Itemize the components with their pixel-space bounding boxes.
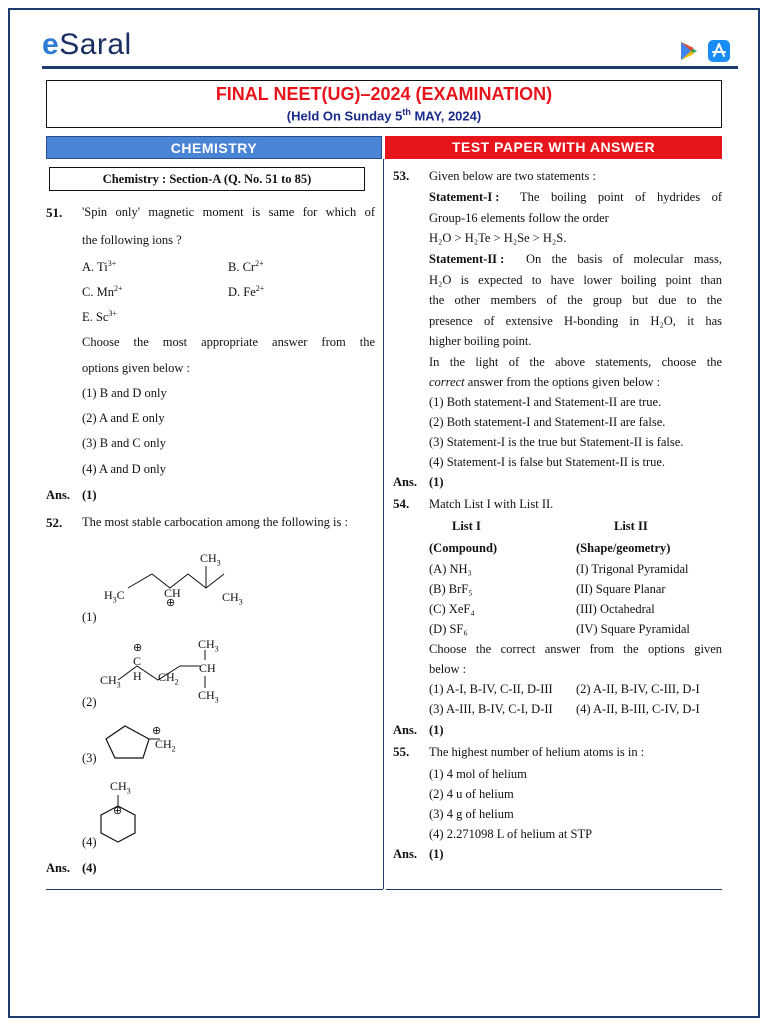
s2-ch3-bottom: $CH_3$ [198,688,219,705]
q53-statement-1-line1: Statement-I : The boiling point of hydrides of [429,190,722,204]
exam-subtitle: (Held On Sunday 5th MAY, 2024) [286,107,482,124]
q53-statement-2-line5: higher boiling point. [429,334,532,348]
q51-answer-option-1: (1) B and D only [82,386,167,400]
q52-number: 52. [46,515,63,530]
s1-plus: ⊕ [166,597,176,609]
logo-text: Saral [59,28,132,61]
q54-list2-head: List II [614,519,648,533]
s2-ch3-top: $CH_3$ [198,637,219,654]
section-label: Chemistry : Section-A (Q. No. 51 to 85) [49,167,365,191]
q51-number: 51. [46,205,63,220]
s1-h3c: $H_3C$ [104,588,125,605]
q51-answer-label: Ans. [46,488,70,502]
q51-choose-line2: options given below : [82,361,190,375]
q52-answer-value: (4) [82,861,97,875]
subject-bar: CHEMISTRY [46,136,382,159]
q52-answer-label: Ans. [46,861,70,875]
q53-statement-2-line4: presence of extensive H-bonding in H₂O, it has [429,314,722,328]
q55-option-1: (1) 4 mol of helium [429,767,527,781]
q54-answer-label: Ans. [393,723,417,737]
q55-option-3: (3) 4 g of helium [429,807,514,821]
q54-row-a-right: (I) Trigonal Pyramidal [576,562,689,576]
q53-answer-label: Ans. [393,475,417,489]
q53-answer-option-4: (4) Statement-I is false but Statement-II is true. [429,455,666,469]
q51-answer-option-2: (2) A and E only [82,411,165,425]
q54-text: Match List I with List II. [429,497,554,511]
q51-option-b: B. $Cr^{2+}$ [228,259,264,275]
s1-ch3-top: $CH_3$ [200,551,221,568]
logo-e: e [42,28,60,61]
paper-label-bar: TEST PAPER WITH ANSWER [385,136,722,159]
q54-choose-line1: Choose the correct answer from the options given [429,642,722,656]
q53-statement-2-line2: H₂O is expected to have lower boiling point than [429,273,722,287]
q51-choose-line1: Choose the most appropriate answer from the [82,335,375,349]
q54-answer-value: (1) [429,723,444,737]
q53-statement-2-line3: the other members of the group but due to the [429,293,722,307]
s1-ch: CH [164,586,181,600]
q51-option-a: A. $Ti^{3+}$ [82,259,117,275]
q55-answer-label: Ans. [393,847,417,861]
s4-plus: ⊕ [113,805,123,817]
q53-light-line2: correct answer from the options given below : [429,375,661,389]
q54-option-1: (1) A-I, B-IV, C-II, D-III [429,682,553,696]
q53-light-line1: In the light of the above statements, choose the [429,355,722,369]
q55-text: The highest number of helium atoms is in : [429,745,645,759]
q54-row-c-left: (C) XeF₄ [429,602,475,616]
q54-list1-sub: (Compound) [429,541,498,555]
q51-option-d: D. $Fe^{2+}$ [228,284,265,300]
q51-answer-value: (1) [82,488,97,502]
q54-row-a-left: (A) NH₃ [429,562,472,576]
q54-row-d-right: (IV) Square Pyramidal [576,622,690,636]
q54-number: 54. [393,496,410,511]
q55-number: 55. [393,744,410,759]
q54-row-b-left: (B) BrF₅ [429,582,473,596]
q54-row-c-right: (III) Octahedral [576,602,655,616]
s2-ch2: $CH_2$ [158,670,179,687]
exam-title: FINAL NEET(UG)–2024 (EXAMINATION) [215,84,553,104]
s1-ch3-right: $CH_3$ [222,590,243,607]
q54-option-2: (2) A-II, B-IV, C-III, D-I [576,682,700,696]
q54-list2-sub: (Shape/geometry) [576,541,671,555]
q54-row-d-left: (D) SF₆ [429,622,468,636]
q52-option-2-label: (2) [82,695,97,709]
s4-ch3: $CH_3$ [110,779,131,796]
s2-ch3-left: $CH_3$ [100,673,121,690]
q51-option-c: C. $Mn^{2+}$ [82,284,123,300]
q52-option-1-label: (1) [82,610,97,624]
q54-option-4: (4) A-II, B-III, C-IV, D-I [576,702,700,716]
s3-plus: ⊕ [152,725,162,737]
q54-row-b-right: (II) Square Planar [576,582,666,596]
q54-choose-line2: below : [429,662,467,676]
q55-option-4: (4) 2.271098 L of helium at STP [429,827,593,841]
q54-list1-head: List I [452,519,481,533]
q52-option-4-label: (4) [82,835,97,849]
q53-statement-2-line1: Statement-II : On the basis of molecular mass, [429,252,722,266]
q51-line2: the following ions ? [82,233,182,247]
q53-answer-option-2: (2) Both statement-I and Statement-II are false. [429,415,666,429]
s2-plus: ⊕ [133,642,143,654]
q52-option-3-label: (3) [82,751,97,765]
q51-line1: 'Spin only' magnetic moment is same for which of [82,205,375,219]
q53-intro: Given below are two statements : [429,169,596,183]
q54-option-3: (3) A-III, B-IV, C-I, D-II [429,702,553,716]
q52-text: The most stable carbocation among the following is : [82,515,348,529]
q51-answer-option-4: (4) A and D only [82,462,167,476]
q55-option-2: (2) 4 u of helium [429,787,514,801]
q53-number: 53. [393,168,410,183]
q53-statement-1-line2: Group-16 elements follow the order [429,211,609,225]
q53-answer-option-1: (1) Both statement-I and Statement-II are true. [429,395,662,409]
q51-answer-option-3: (3) B and C only [82,436,167,450]
q53-order: H₂O > H₂Te > H₂Se > H₂S. [429,231,567,245]
q53-answer-value: (1) [429,475,444,489]
s3-ch2: $CH_2$ [155,737,176,754]
s2-c: C [133,654,142,668]
s2-ch: CH [199,661,216,675]
q51-option-e: E. $Sc^{3+}$ [82,309,117,325]
q53-answer-option-3: (3) Statement-I is the true but Statement-II is false. [429,435,684,449]
q55-answer-value: (1) [429,847,444,861]
s2-h: H [133,669,142,683]
